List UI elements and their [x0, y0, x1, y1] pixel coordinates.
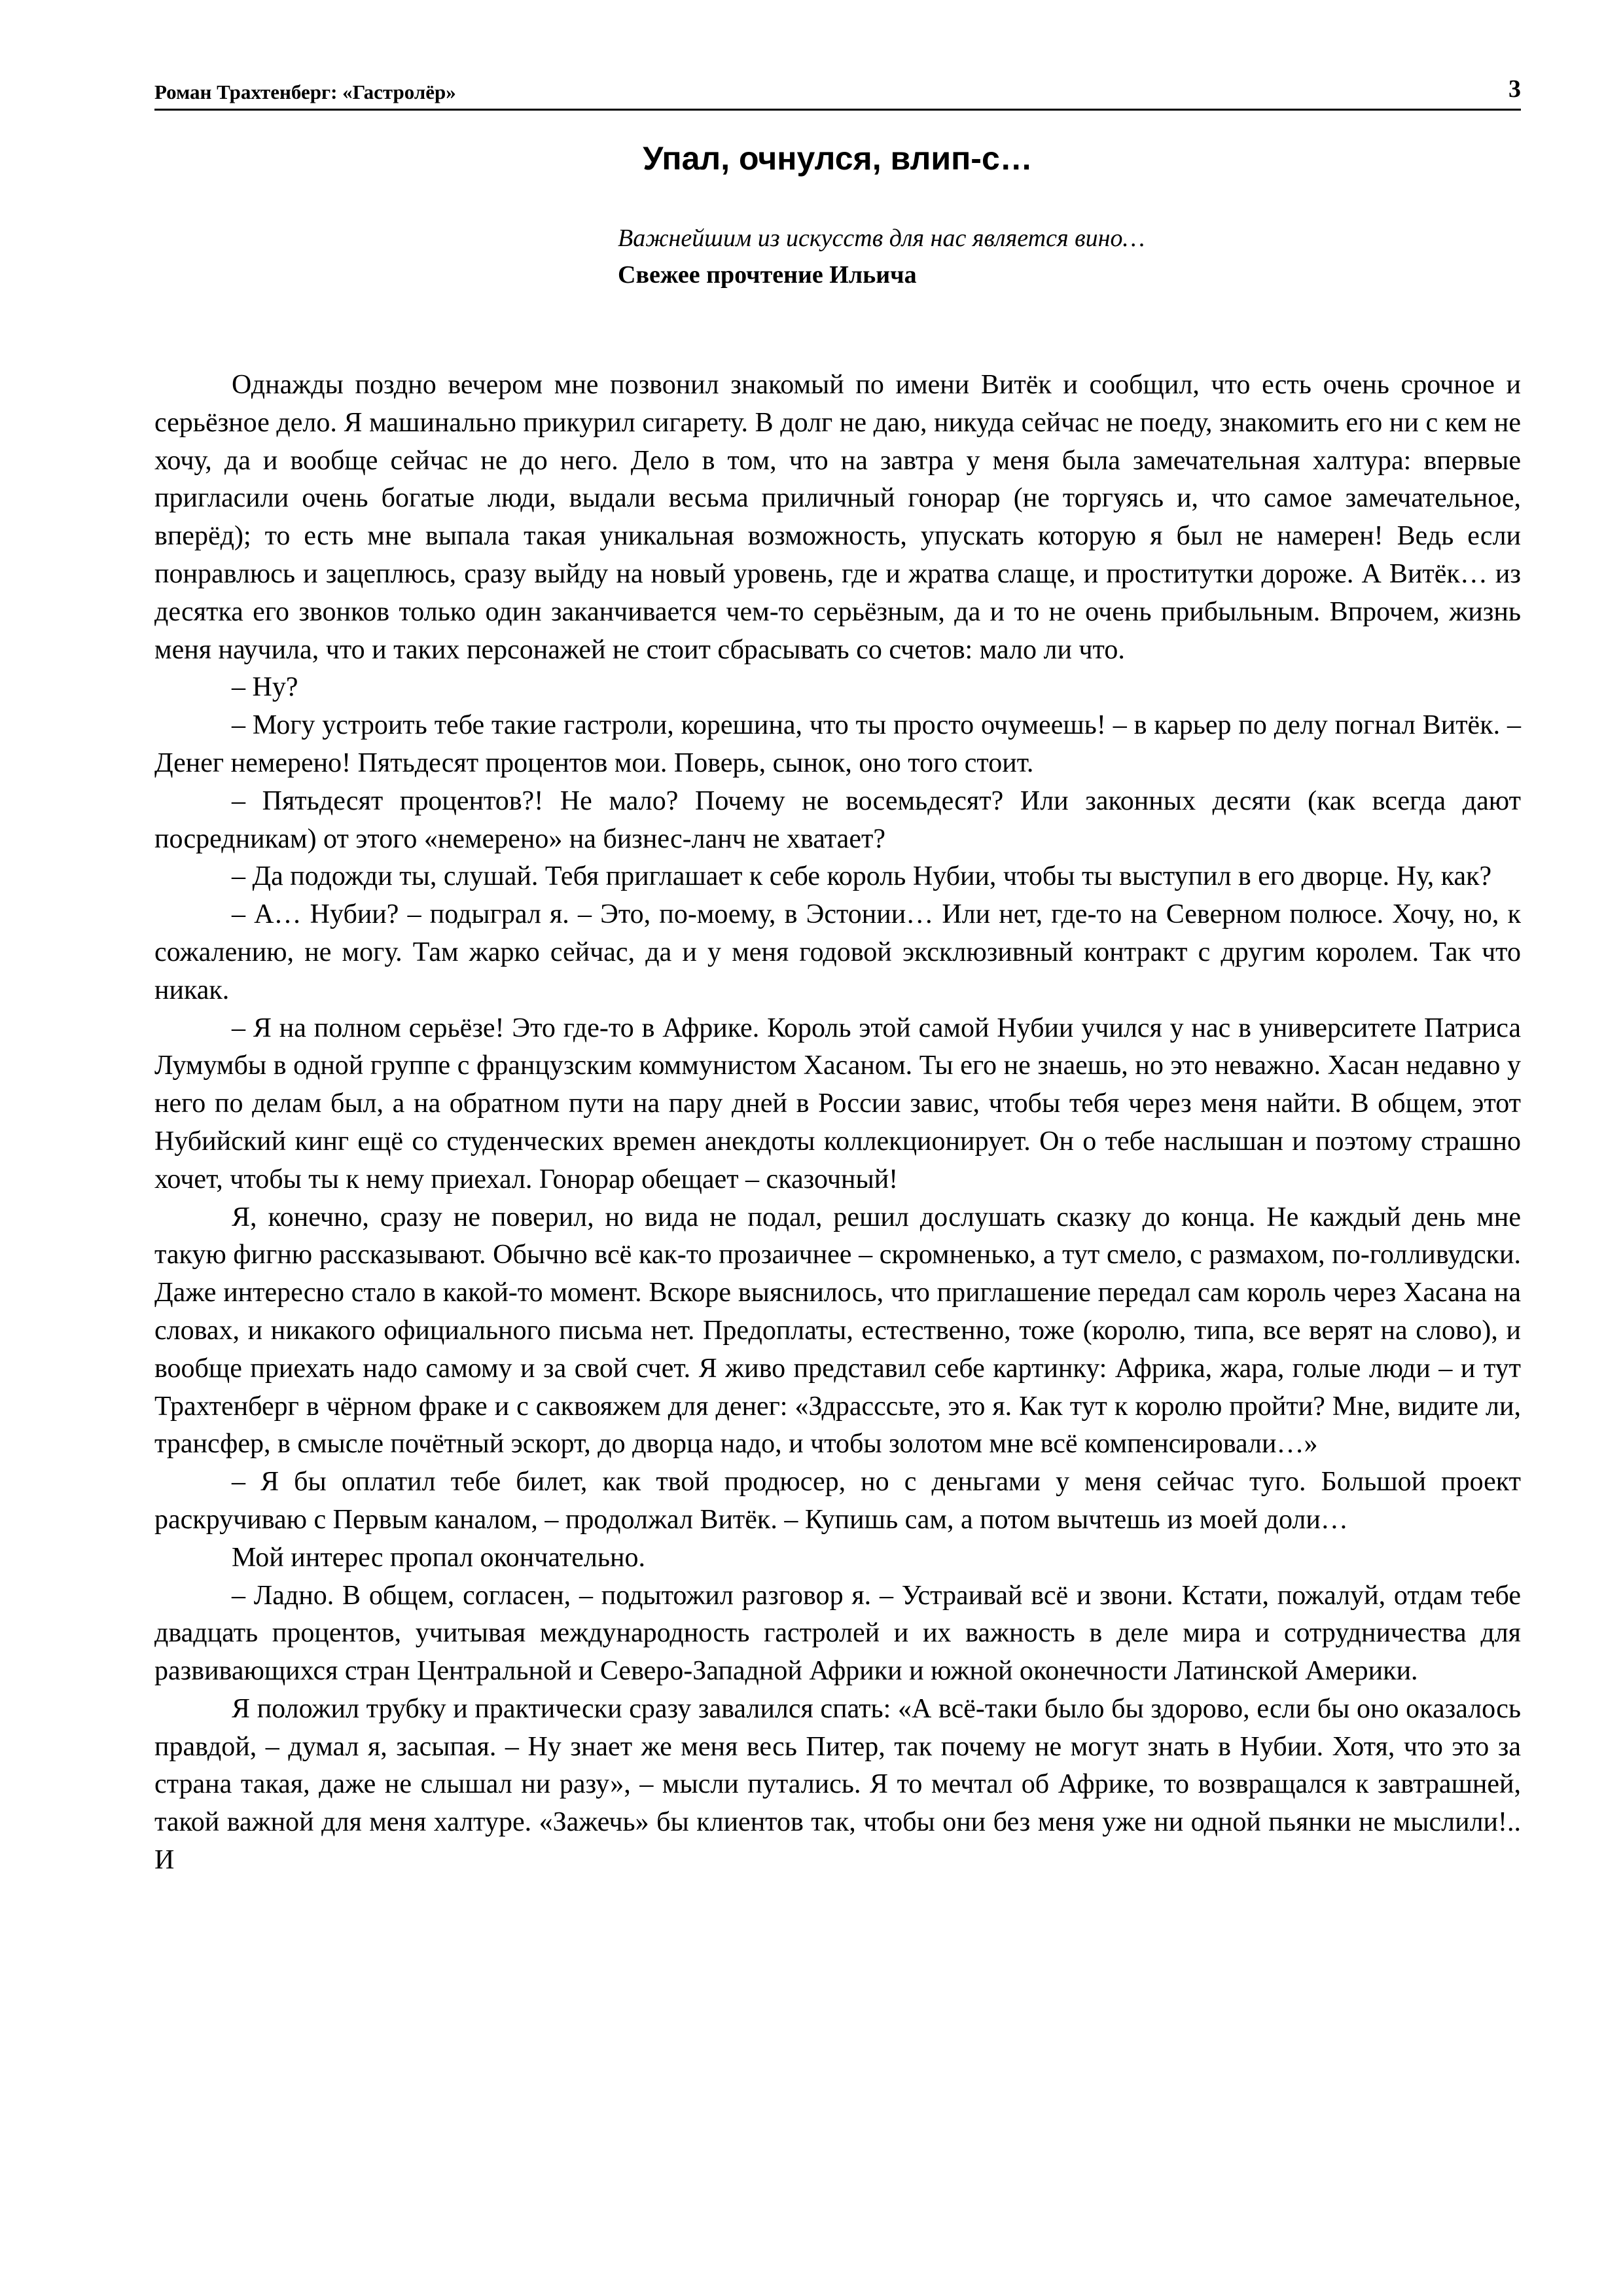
chapter-title: Упал, очнулся, влип-с…	[643, 140, 1033, 177]
epigraph	[618, 220, 1508, 293]
paragraph: – Могу устроить тебе такие гастроли, корешина, что ты просто очумеешь! – в карьер по делу погнал Витёк. – Денег немерено! Пятьдесят процентов мои. Поверь, сынок, оно того стоит.	[154, 710, 1521, 778]
paragraph: – Ну?	[232, 672, 298, 703]
epigraph-quote: Важнейшим из искусств для нас является вино…	[618, 224, 1145, 252]
paragraph: – Пятьдесят процентов?! Не мало? Почему не восемьдесят? Или законных десяти (как всегда дают посредникам) от этого «немерено» на бизнес-ланч не хватает?	[154, 785, 1521, 854]
paragraph: – Я бы оплатил тебе билет, как твой продюсер, но с деньгами у меня сейчас туго. Большой проект раскручиваю с Первым каналом, – продолжал Витёк. – Купишь сам, а потом вычтешь из моей доли…	[154, 1467, 1521, 1535]
epigraph-source: Свежее прочтение Ильича	[618, 261, 917, 289]
paragraph: – А… Нубии? – подыграл я. – Это, по-моему, в Эстонии… Или нет, где-то на Северном полюсе. Хочу, но, к сожалению, не могу. Там жарко сейчас, да и у меня годовой эксклюзивный контракт с другим королем. Так что никак.	[154, 899, 1521, 1005]
running-title: Роман Трахтенберг: «Гастролёр»	[154, 81, 456, 103]
paragraph: – Да подожди ты, слушай. Тебя приглашает к себе король Нубии, чтобы ты выступил в его дворце. Ну, как?	[232, 861, 1492, 892]
body-text	[154, 367, 1521, 1880]
paragraph: – Я на полном серьёзе! Это где-то в Африке. Король этой самой Нубии учился у нас в университете Патриса Лумумбы в одной группе с французским коммунистом Хасаном. Ты его не знаешь, но это неважно. Хасан недавно у него по делам был, а на обратном пути на пару дней в России завис, чтобы тебя через меня найти. В общем, этот Нубийский кинг ещё со студенческих времен анекдоты коллекционирует. Он о тебе наслышан и поэтому страшно хочет, чтобы ты к нему приехал. Гонорар обещает – сказочный!	[154, 1013, 1521, 1194]
paragraph: Мой интерес пропал окончательно.	[232, 1542, 645, 1573]
paragraph: Однажды поздно вечером мне позвонил знакомый по имени Витёк и сообщил, что есть очень срочное и серьёзное дело. Я машинально прикурил сигарету. В долг не даю, никуда сейчас не поеду, знакомить его ни с кем не хочу, да и вообще сейчас не до него. Дело в том, что на завтра у меня была замечательная халтура: впервые пригласили очень богатые люди, выдали весьма приличный гонорар (не торгуясь и, что самое замечательное, вперёд); то есть мне выпала такая уникальная возможность, упускать которую я был не намерен! Ведь если понравлюсь и зацеплюсь, сразу выйду на новый уровень, где и жратва слаще, и проститутки дороже. А Витёк… из десятка его звонков только один заканчивается чем-то серьёзным, да и то не очень прибыльным. Впрочем, жизнь меня научила, что и таких персонажей не стоит сбрасывать со счетов: мало ли что.	[154, 370, 1521, 665]
paragraph: Я, конечно, сразу не поверил, но вида не подал, решил дослушать сказку до конца. Не каждый день мне такую фигню рассказывают. Обычно всё как-то прозаичнее – скромненько, а тут смело, с размахом, по-голливудски. Даже интересно стало в какой-то момент. Вскоре выяснилось, что приглашение передал сам король через Хасана на словах, и никакого официального письма нет. Предоплаты, естественно, тоже (королю, типа, все верят на слово), и вообще приехать надо самому и за свой счет. Я живо представил себе картинку: Африка, жара, голые люди – и тут Трахтенберг в чёрном фраке и с саквояжем для денег: «Здрасссьте, это я. Как тут к королю пройти? Мне, видите ли, трансфер, в смысле почётный эскорт, до дворца надо, и чтобы золотом мне всё компенсировали…»	[154, 1202, 1521, 1460]
page-number: 3	[1508, 75, 1521, 103]
paragraph: Я положил трубку и практически сразу завалился спать: «А всё-таки было бы здорово, если бы оно оказалось правдой, – думал я, засыпая. – Ну знает же меня весь Питер, так почему не могут знать в Нубии. Хотя, что это за страна такая, даже не слышал ни разу», – мысли путались. Я то мечтал об Африке, то возвращался к завтрашней, такой важной для меня халтуре. «Зажечь» бы клиентов так, чтобы они без меня уже ни одной пьянки не мыслили!.. И	[154, 1693, 1521, 1876]
paragraph: – Ладно. В общем, согласен, – подытожил разговор я. – Устраивай всё и звони. Кстати, пожалуй, отдам тебе двадцать процентов, учитывая международность гастролей и их важность в деле мира и сотрудничества для развивающихся стран Центральной и Северо-Западной Африки и южной оконечности Латинской Америки.	[154, 1580, 1521, 1687]
running-header	[154, 75, 1521, 111]
